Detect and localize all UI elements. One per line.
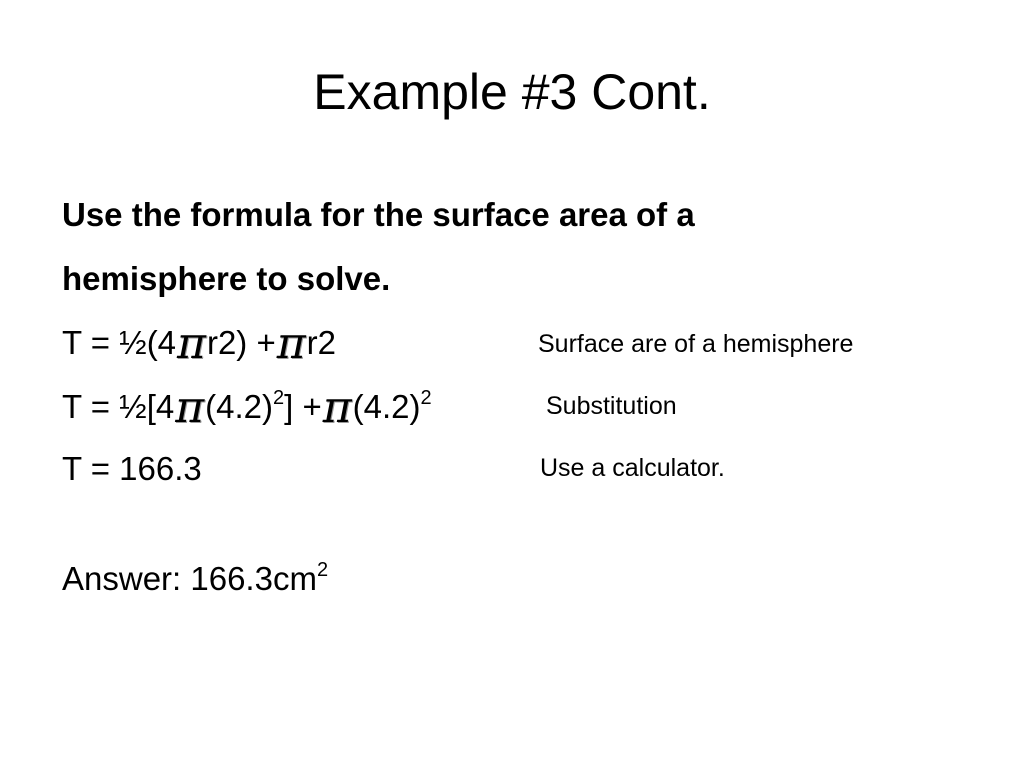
pi-symbol: π xyxy=(322,382,352,433)
answer-text: Answer: 166.3cm xyxy=(62,560,317,597)
formula-line xyxy=(62,318,337,369)
formula-prefix: T = ½(4 xyxy=(62,324,177,361)
pi-symbol: π xyxy=(276,318,306,369)
exponent: 2 xyxy=(420,387,432,409)
substitution-mid: (4.2) xyxy=(205,388,273,425)
intro-line-1: Use the formula for the surface area of a xyxy=(62,196,695,233)
result-note: Use a calculator. xyxy=(540,454,725,482)
pi-symbol: π xyxy=(177,318,206,369)
result-line: T = 166.3 xyxy=(62,450,202,487)
answer-line xyxy=(62,559,329,597)
exponent: 2 xyxy=(273,387,285,409)
substitution-mid2: ] + xyxy=(284,388,322,425)
intro-line-2: hemisphere to solve. xyxy=(62,260,391,297)
formula-end: r2 xyxy=(306,324,337,361)
substitution-end: (4.2) xyxy=(352,388,421,425)
substitution-note: Substitution xyxy=(546,392,677,420)
substitution-prefix: T = ½[4 xyxy=(62,388,175,425)
substitution-line xyxy=(62,382,432,433)
slide-title: Example #3 Cont. xyxy=(313,64,711,120)
answer-exponent: 2 xyxy=(316,559,329,581)
formula-mid: r2) + xyxy=(206,324,276,361)
pi-symbol: π xyxy=(175,382,205,433)
formula-note: Surface are of a hemisphere xyxy=(538,330,854,358)
